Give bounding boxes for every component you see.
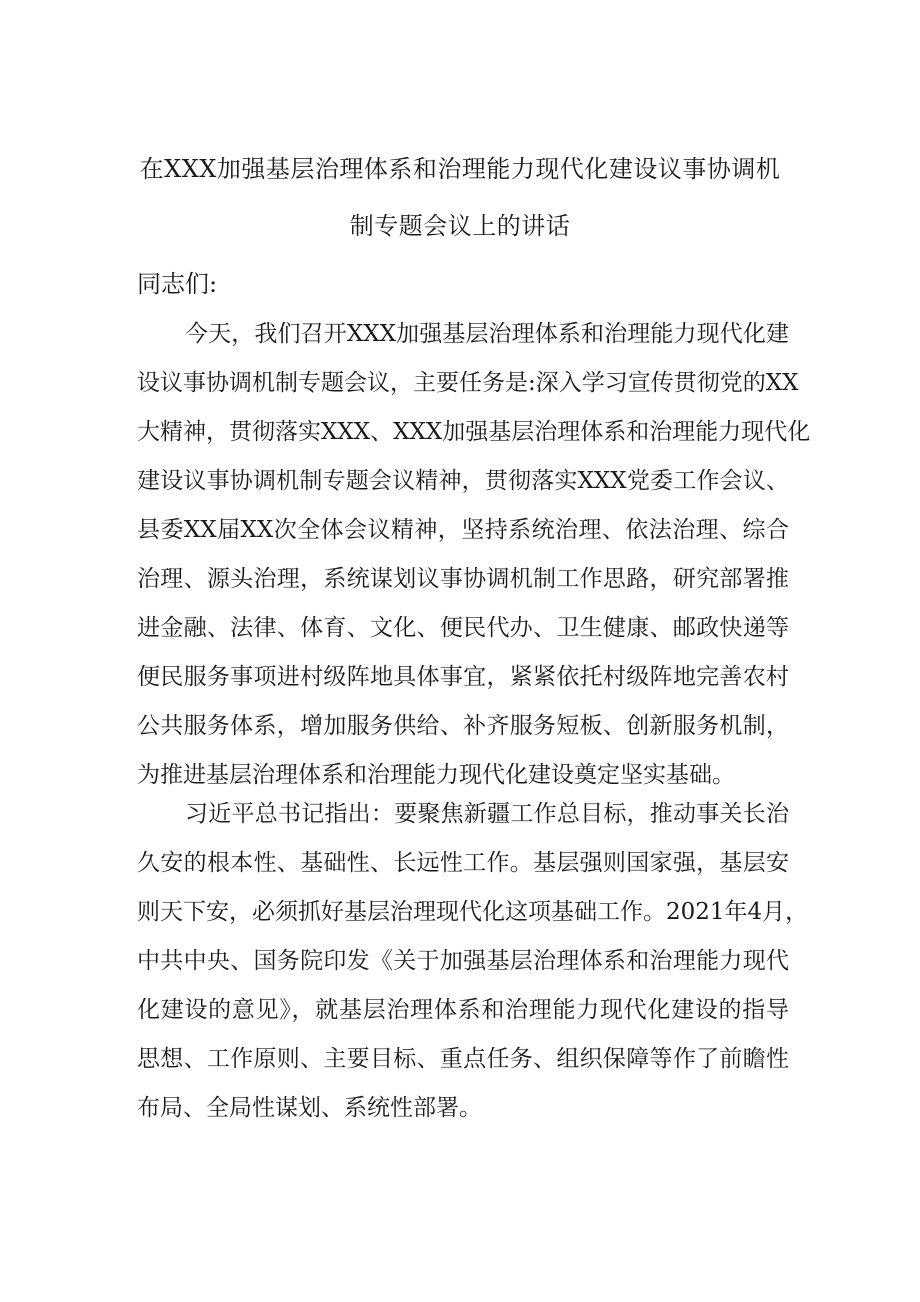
paragraph-1-line: 今天，我们召开XXX加强基层治理体系和治理能力现代化建: [185, 321, 789, 347]
document-title-line-1: 在XXX加强基层治理体系和治理能力现代化建设议事协调机: [139, 155, 781, 183]
paragraph-1-line: 设议事协调机制专题会议，主要任务是:深入学习宣传贯彻党的XX: [137, 370, 799, 396]
paragraph-2-line: 则天下安，必须抓好基层治理现代化这项基础工作。2021年4月，: [137, 899, 809, 925]
paragraph-2-line: 化建设的意见》，就基层治理体系和治理能力现代化建设的指导: [137, 997, 789, 1023]
paragraph-1-line: 治理、源头治理，系统谋划议事协调机制工作思路，研究部署推: [137, 566, 789, 592]
paragraph-1-line: 公共服务体系，增加服务供给、补齐服务短板、创新服务机制，: [137, 713, 789, 739]
document-title-line-2: 制专题会议上的讲话: [349, 212, 571, 240]
paragraph-2-line: 布局、全局性谋划、系统性部署。: [137, 1095, 482, 1121]
paragraph-1-line: 大精神，贯彻落实XXX、XXX加强基层治理体系和治理能力现代化: [137, 419, 811, 445]
paragraph-1-line: 为推进基层治理体系和治理能力现代化建设奠定坚实基础。: [137, 762, 735, 788]
paragraph-2-line: 习近平总书记指出：要聚焦新疆工作总目标，推动事关长治: [185, 801, 789, 827]
salutation: 同志们:: [137, 270, 218, 298]
paragraph-1-line: 县委XX届XX次全体会议精神，坚持系统治理、依法治理、综合: [137, 517, 789, 543]
paragraph-1-line: 便民服务事项进村级阵地具体事宜，紧紧依托村级阵地完善农村: [137, 664, 789, 690]
paragraph-2-line: 思想、工作原则、主要目标、重点任务、组织保障等作了前瞻性: [137, 1046, 789, 1072]
paragraph-2-line: 久安的根本性、基础性、长远性工作。基层强则国家强，基层安: [137, 850, 789, 876]
paragraph-1-line: 进金融、法律、体育、文化、便民代办、卫生健康、邮政快递等: [137, 615, 789, 641]
paragraph-1-line: 建设议事协调机制专题会议精神，贯彻落实XXX党委工作会议、: [137, 468, 789, 494]
paragraph-2-line: 中共中央、国务院印发《关于加强基层治理体系和治理能力现代: [137, 948, 789, 974]
